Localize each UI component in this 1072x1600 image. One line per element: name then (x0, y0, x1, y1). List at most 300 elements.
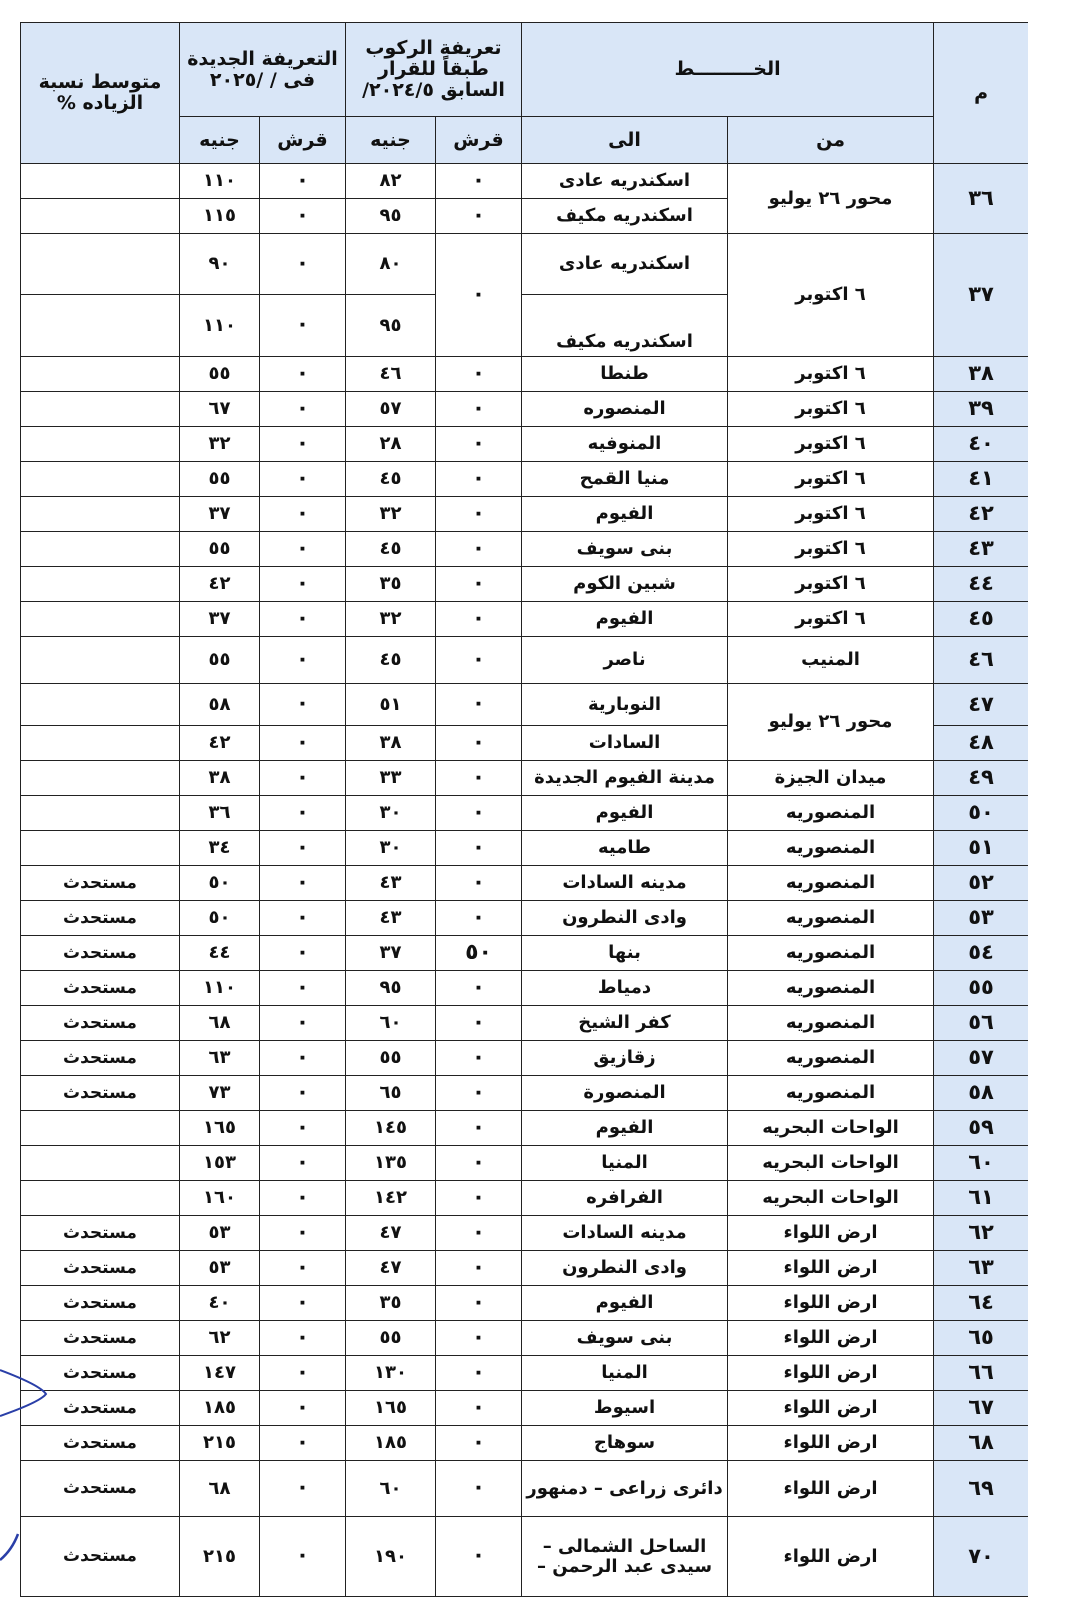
table-row (21, 831, 1029, 866)
old-piaster: ٠ (436, 462, 522, 497)
new-piaster: ٠ (260, 1356, 346, 1391)
old-pound: ٤٧ (346, 1251, 436, 1286)
route-from: المنصوريه (728, 1076, 934, 1111)
old-pound: ٦٠ (346, 1461, 436, 1517)
new-piaster: ٠ (260, 866, 346, 901)
new-pound: ٦٧ (180, 392, 260, 427)
old-piaster: ٠ (436, 1321, 522, 1356)
route-from: ٦ اكتوبر (728, 497, 934, 532)
route-to: مدينه السادات (522, 1216, 728, 1251)
increase-note: مستحدث (21, 866, 180, 901)
new-pound: ٥٥ (180, 637, 260, 684)
new-piaster: ٠ (260, 761, 346, 796)
old-pound: ٩٥ (346, 199, 436, 234)
new-pound: ٦٨ (180, 1006, 260, 1041)
table-row (21, 497, 1029, 532)
old-piaster: ٠ (436, 1286, 522, 1321)
new-piaster: ٠ (260, 637, 346, 684)
fare-table (20, 22, 1028, 1597)
route-from: ارض اللواء (728, 1517, 934, 1597)
new-pound: ١١٠ (180, 295, 260, 357)
route-from: المنصوريه (728, 796, 934, 831)
old-pound: ١٤٢ (346, 1181, 436, 1216)
old-pound: ٥٧ (346, 392, 436, 427)
route-from: ٦ اكتوبر (728, 567, 934, 602)
new-piaster: ٠ (260, 1251, 346, 1286)
old-pound: ٨٢ (346, 164, 436, 199)
new-pound: ١٦٠ (180, 1181, 260, 1216)
row-number: ٣٨ (934, 357, 1028, 392)
new-piaster: ٠ (260, 532, 346, 567)
new-piaster: ٠ (260, 1041, 346, 1076)
increase-note (21, 532, 180, 567)
new-pound: ٢١٥ (180, 1517, 260, 1597)
old-piaster: ٠ (436, 427, 522, 462)
route-from: ٦ اكتوبر (728, 234, 934, 357)
table-row (21, 936, 1029, 971)
old-pound: ٣٥ (346, 1286, 436, 1321)
increase-note (21, 392, 180, 427)
route-from: ٦ اكتوبر (728, 392, 934, 427)
old-pound: ٤٣ (346, 901, 436, 936)
old-pound: ١٩٠ (346, 1517, 436, 1597)
old-piaster: ٠ (436, 1251, 522, 1286)
old-piaster: ٠ (436, 901, 522, 936)
increase-note: مستحدث (21, 1006, 180, 1041)
route-from: ٦ اكتوبر (728, 462, 934, 497)
route-from: المنصوريه (728, 971, 934, 1006)
new-piaster: ٠ (260, 796, 346, 831)
new-piaster: ٠ (260, 462, 346, 497)
new-piaster: ٠ (260, 1286, 346, 1321)
row-number: ٦٤ (934, 1286, 1028, 1321)
route-from: ارض اللواء (728, 1391, 934, 1426)
route-to: الفيوم (522, 602, 728, 637)
old-pound: ١٣٠ (346, 1356, 436, 1391)
route-to: اسكندريه مكيف (522, 199, 728, 234)
route-to: اسكندريه مكيف (522, 295, 728, 357)
increase-note (21, 1111, 180, 1146)
old-pound: ٤٧ (346, 1216, 436, 1251)
route-to: اسكندريه عادى (522, 164, 728, 199)
row-number: ٤٣ (934, 532, 1028, 567)
new-piaster: ٠ (260, 497, 346, 532)
row-number: ٦٣ (934, 1251, 1028, 1286)
table-row (21, 1356, 1029, 1391)
new-pound: ٥٨ (180, 684, 260, 726)
route-from: ارض اللواء (728, 1356, 934, 1391)
route-from: ٦ اكتوبر (728, 427, 934, 462)
old-piaster: ٠ (436, 357, 522, 392)
header-new-piaster: قرش (260, 117, 346, 164)
increase-note: مستحدث (21, 1216, 180, 1251)
row-number: ٥٨ (934, 1076, 1028, 1111)
new-piaster: ٠ (260, 602, 346, 637)
old-piaster: ٠ (436, 532, 522, 567)
route-to: الساحل الشمالى – سيدى عبد الرحمن – (522, 1517, 728, 1597)
route-to: الفيوم (522, 796, 728, 831)
old-piaster: ٠ (436, 234, 522, 357)
route-from: ٦ اكتوبر (728, 532, 934, 567)
row-number: ٤٤ (934, 567, 1028, 602)
old-pound: ٣٣ (346, 761, 436, 796)
row-number: ٥١ (934, 831, 1028, 866)
table-row (21, 602, 1029, 637)
row-number: ٤٥ (934, 602, 1028, 637)
table-row (21, 1426, 1029, 1461)
new-pound: ٤٢ (180, 726, 260, 761)
old-pound: ٨٠ (346, 234, 436, 295)
old-pound: ٣٧ (346, 936, 436, 971)
increase-note (21, 761, 180, 796)
row-number: ٧٠ (934, 1517, 1028, 1597)
new-piaster: ٠ (260, 1461, 346, 1517)
old-pound: ٣٠ (346, 831, 436, 866)
new-pound: ٦٢ (180, 1321, 260, 1356)
increase-note (21, 295, 180, 357)
old-pound: ٤٥ (346, 532, 436, 567)
new-pound: ١١٠ (180, 971, 260, 1006)
route-to: دمياط (522, 971, 728, 1006)
route-to: المنصوره (522, 392, 728, 427)
row-number: ٤٦ (934, 637, 1028, 684)
row-number: ٣٧ (934, 234, 1028, 357)
increase-note (21, 1146, 180, 1181)
new-pound: ٦٣ (180, 1041, 260, 1076)
new-pound: ٢١٥ (180, 1426, 260, 1461)
row-number: ٤٩ (934, 761, 1028, 796)
table-row (21, 234, 1029, 295)
old-piaster: ٠ (436, 1517, 522, 1597)
old-pound: ٩٥ (346, 295, 436, 357)
route-from: ارض اللواء (728, 1321, 934, 1356)
new-pound: ٣٧ (180, 497, 260, 532)
row-number: ٦٧ (934, 1391, 1028, 1426)
route-from: ارض اللواء (728, 1426, 934, 1461)
old-piaster: ٠ (436, 637, 522, 684)
new-piaster: ٠ (260, 199, 346, 234)
increase-note: مستحدث (21, 1076, 180, 1111)
row-number: ٦٦ (934, 1356, 1028, 1391)
table-row (21, 1321, 1029, 1356)
table-row (21, 567, 1029, 602)
row-number: ٥٥ (934, 971, 1028, 1006)
pen-stroke-lower (0, 1534, 18, 1560)
table-row (21, 1076, 1029, 1111)
old-pound: ٣٢ (346, 602, 436, 637)
old-pound: ١٤٥ (346, 1111, 436, 1146)
header-num: م (934, 23, 1028, 164)
table-row (21, 796, 1029, 831)
increase-note (21, 567, 180, 602)
row-number: ٤٢ (934, 497, 1028, 532)
route-to: المنوفيه (522, 427, 728, 462)
old-pound: ١٦٥ (346, 1391, 436, 1426)
old-piaster: ٠ (436, 684, 522, 726)
header-to: الى (522, 117, 728, 164)
route-from: المنصوريه (728, 831, 934, 866)
increase-note: مستحدث (21, 1286, 180, 1321)
new-piaster: ٠ (260, 726, 346, 761)
route-from: ٦ اكتوبر (728, 602, 934, 637)
old-piaster: ٠ (436, 1216, 522, 1251)
row-number: ٦٥ (934, 1321, 1028, 1356)
new-piaster: ٠ (260, 1076, 346, 1111)
header-new-pound: جنيه (180, 117, 260, 164)
new-pound: ٥٥ (180, 357, 260, 392)
new-pound: ١٤٧ (180, 1356, 260, 1391)
increase-note: مستحدث (21, 1321, 180, 1356)
route-from: ارض اللواء (728, 1461, 934, 1517)
row-number: ٥٩ (934, 1111, 1028, 1146)
new-piaster: ٠ (260, 831, 346, 866)
route-to: النوبارية (522, 684, 728, 726)
route-from: محور ٢٦ يوليو (728, 164, 934, 234)
new-pound: ١٥٣ (180, 1146, 260, 1181)
old-piaster: ٠ (436, 164, 522, 199)
old-pound: ١٣٥ (346, 1146, 436, 1181)
header-new-fare: التعريفة الجديدة فى / /٢٠٢٥ (180, 23, 346, 117)
route-to: مدينة الفيوم الجديدة (522, 761, 728, 796)
route-from: المنصوريه (728, 866, 934, 901)
new-pound: ٤٠ (180, 1286, 260, 1321)
header-from: من (728, 117, 934, 164)
fare-table-sheet (20, 22, 1028, 1600)
new-piaster: ٠ (260, 427, 346, 462)
old-piaster: ٠ (436, 761, 522, 796)
increase-note (21, 726, 180, 761)
header-old-pound: جنيه (346, 117, 436, 164)
row-number: ٤١ (934, 462, 1028, 497)
row-number: ٦٢ (934, 1216, 1028, 1251)
route-from: ارض اللواء (728, 1216, 934, 1251)
old-piaster: ٠ (436, 971, 522, 1006)
new-pound: ١١٥ (180, 199, 260, 234)
table-row (21, 427, 1029, 462)
old-pound: ٣٠ (346, 796, 436, 831)
old-piaster: ٠ (436, 199, 522, 234)
increase-note (21, 462, 180, 497)
new-piaster: ٠ (260, 1181, 346, 1216)
new-pound: ٩٠ (180, 234, 260, 295)
route-from: الواحات البحريه (728, 1111, 934, 1146)
route-to: اسكندريه عادى (522, 234, 728, 295)
table-row (21, 1216, 1029, 1251)
row-number: ٤٧ (934, 684, 1028, 726)
new-pound: ٥٠ (180, 901, 260, 936)
route-from: الواحات البحريه (728, 1146, 934, 1181)
route-from: محور ٢٦ يوليو (728, 684, 934, 761)
new-pound: ١٨٥ (180, 1391, 260, 1426)
increase-note (21, 684, 180, 726)
old-piaster: ٠ (436, 1041, 522, 1076)
row-number: ٦٨ (934, 1426, 1028, 1461)
table-row (21, 1461, 1029, 1517)
row-number: ٥٧ (934, 1041, 1028, 1076)
route-from: ٦ اكتوبر (728, 357, 934, 392)
old-piaster: ٠ (436, 796, 522, 831)
table-row (21, 1181, 1029, 1216)
route-to: كفر الشيخ (522, 1006, 728, 1041)
new-piaster: ٠ (260, 567, 346, 602)
table-row (21, 761, 1029, 796)
increase-note (21, 796, 180, 831)
old-piaster: ٠ (436, 567, 522, 602)
increase-note (21, 357, 180, 392)
old-piaster: ٠ (436, 392, 522, 427)
old-pound: ٥٥ (346, 1041, 436, 1076)
route-to: وادى النطرون (522, 1251, 728, 1286)
increase-note: مستحدث (21, 1461, 180, 1517)
increase-note: مستحدث (21, 901, 180, 936)
row-number: ٥٦ (934, 1006, 1028, 1041)
new-pound: ٥٥ (180, 532, 260, 567)
row-number: ٥٢ (934, 866, 1028, 901)
row-number: ٦١ (934, 1181, 1028, 1216)
new-pound: ٣٢ (180, 427, 260, 462)
route-to: ناصر (522, 637, 728, 684)
new-piaster: ٠ (260, 1426, 346, 1461)
new-piaster: ٠ (260, 234, 346, 295)
route-from: المنصوريه (728, 1006, 934, 1041)
old-piaster: ٠ (436, 1076, 522, 1111)
old-pound: ٤٦ (346, 357, 436, 392)
new-pound: ٥٣ (180, 1251, 260, 1286)
table-row (21, 164, 1029, 199)
table-row (21, 1146, 1029, 1181)
route-to: مدينه السادات (522, 866, 728, 901)
table-row (21, 357, 1029, 392)
row-number: ٦٠ (934, 1146, 1028, 1181)
old-pound: ٥١ (346, 684, 436, 726)
old-piaster: ٠ (436, 1111, 522, 1146)
new-piaster: ٠ (260, 1391, 346, 1426)
new-piaster: ٠ (260, 936, 346, 971)
table-row (21, 1517, 1029, 1597)
old-pound: ٤٥ (346, 637, 436, 684)
increase-note (21, 1181, 180, 1216)
increase-note (21, 831, 180, 866)
old-pound: ٩٥ (346, 971, 436, 1006)
new-piaster: ٠ (260, 1517, 346, 1597)
increase-note (21, 427, 180, 462)
old-pound: ١٨٥ (346, 1426, 436, 1461)
route-from: المنصوريه (728, 901, 934, 936)
route-to: طاميه (522, 831, 728, 866)
row-number: ٣٦ (934, 164, 1028, 234)
row-number: ٥٠ (934, 796, 1028, 831)
route-to: بنها (522, 936, 728, 971)
increase-note (21, 602, 180, 637)
route-to: اسيوط (522, 1391, 728, 1426)
route-to: سوهاج (522, 1426, 728, 1461)
route-to: الفيوم (522, 497, 728, 532)
increase-note: مستحدث (21, 1251, 180, 1286)
increase-note (21, 497, 180, 532)
new-pound: ١٦٥ (180, 1111, 260, 1146)
new-piaster: ٠ (260, 392, 346, 427)
route-to: طنطا (522, 357, 728, 392)
old-piaster: ٠ (436, 1146, 522, 1181)
route-from: ارض اللواء (728, 1286, 934, 1321)
increase-note: مستحدث (21, 1391, 180, 1426)
row-number: ٥٣ (934, 901, 1028, 936)
route-to: الفيوم (522, 1111, 728, 1146)
table-row (21, 1111, 1029, 1146)
header-line: الخـــــــــط (522, 23, 934, 117)
route-to: منيا القمح (522, 462, 728, 497)
increase-note (21, 234, 180, 295)
route-to: بنى سويف (522, 532, 728, 567)
new-pound: ٤٢ (180, 567, 260, 602)
route-to: المنيا (522, 1356, 728, 1391)
table-row (21, 971, 1029, 1006)
new-piaster: ٠ (260, 684, 346, 726)
new-pound: ٣٤ (180, 831, 260, 866)
table-row (21, 637, 1029, 684)
old-pound: ٦٥ (346, 1076, 436, 1111)
route-to: السادات (522, 726, 728, 761)
table-row (21, 1391, 1029, 1426)
table-row (21, 866, 1029, 901)
old-pound: ٣٥ (346, 567, 436, 602)
table-row (21, 392, 1029, 427)
route-to: الفرافره (522, 1181, 728, 1216)
new-pound: ١١٠ (180, 164, 260, 199)
new-pound: ٣٨ (180, 761, 260, 796)
old-pound: ٦٠ (346, 1006, 436, 1041)
route-to: المنيا (522, 1146, 728, 1181)
new-piaster: ٠ (260, 1006, 346, 1041)
table-row (21, 532, 1029, 567)
old-pound: ٢٨ (346, 427, 436, 462)
old-piaster: ٠ (436, 1426, 522, 1461)
old-piaster: ٠ (436, 602, 522, 637)
increase-note: مستحدث (21, 936, 180, 971)
route-to: بنى سويف (522, 1321, 728, 1356)
increase-note: مستحدث (21, 1041, 180, 1076)
route-to: وادى النطرون (522, 901, 728, 936)
old-piaster: ٠ (436, 866, 522, 901)
new-piaster: ٠ (260, 1321, 346, 1356)
old-piaster: ٠ (436, 497, 522, 532)
increase-note (21, 164, 180, 199)
increase-note: مستحدث (21, 971, 180, 1006)
new-piaster: ٠ (260, 164, 346, 199)
route-from: الواحات البحريه (728, 1181, 934, 1216)
increase-note: مستحدث (21, 1517, 180, 1597)
route-from: المنصوريه (728, 1041, 934, 1076)
old-piaster: ٠ (436, 1391, 522, 1426)
old-piaster: ٠ (436, 1356, 522, 1391)
table-row (21, 901, 1029, 936)
new-piaster: ٠ (260, 901, 346, 936)
new-pound: ٥٣ (180, 1216, 260, 1251)
old-pound: ٣٢ (346, 497, 436, 532)
new-pound: ٦٨ (180, 1461, 260, 1517)
new-pound: ٤٤ (180, 936, 260, 971)
old-piaster: ٠ (436, 1006, 522, 1041)
table-row (21, 1041, 1029, 1076)
increase-note (21, 637, 180, 684)
row-number: ٣٩ (934, 392, 1028, 427)
increase-note: مستحدث (21, 1426, 180, 1461)
old-pound: ٤٥ (346, 462, 436, 497)
route-from: ارض اللواء (728, 1251, 934, 1286)
route-to: المنصورة (522, 1076, 728, 1111)
old-piaster: ٠ (436, 1181, 522, 1216)
new-pound: ٧٣ (180, 1076, 260, 1111)
